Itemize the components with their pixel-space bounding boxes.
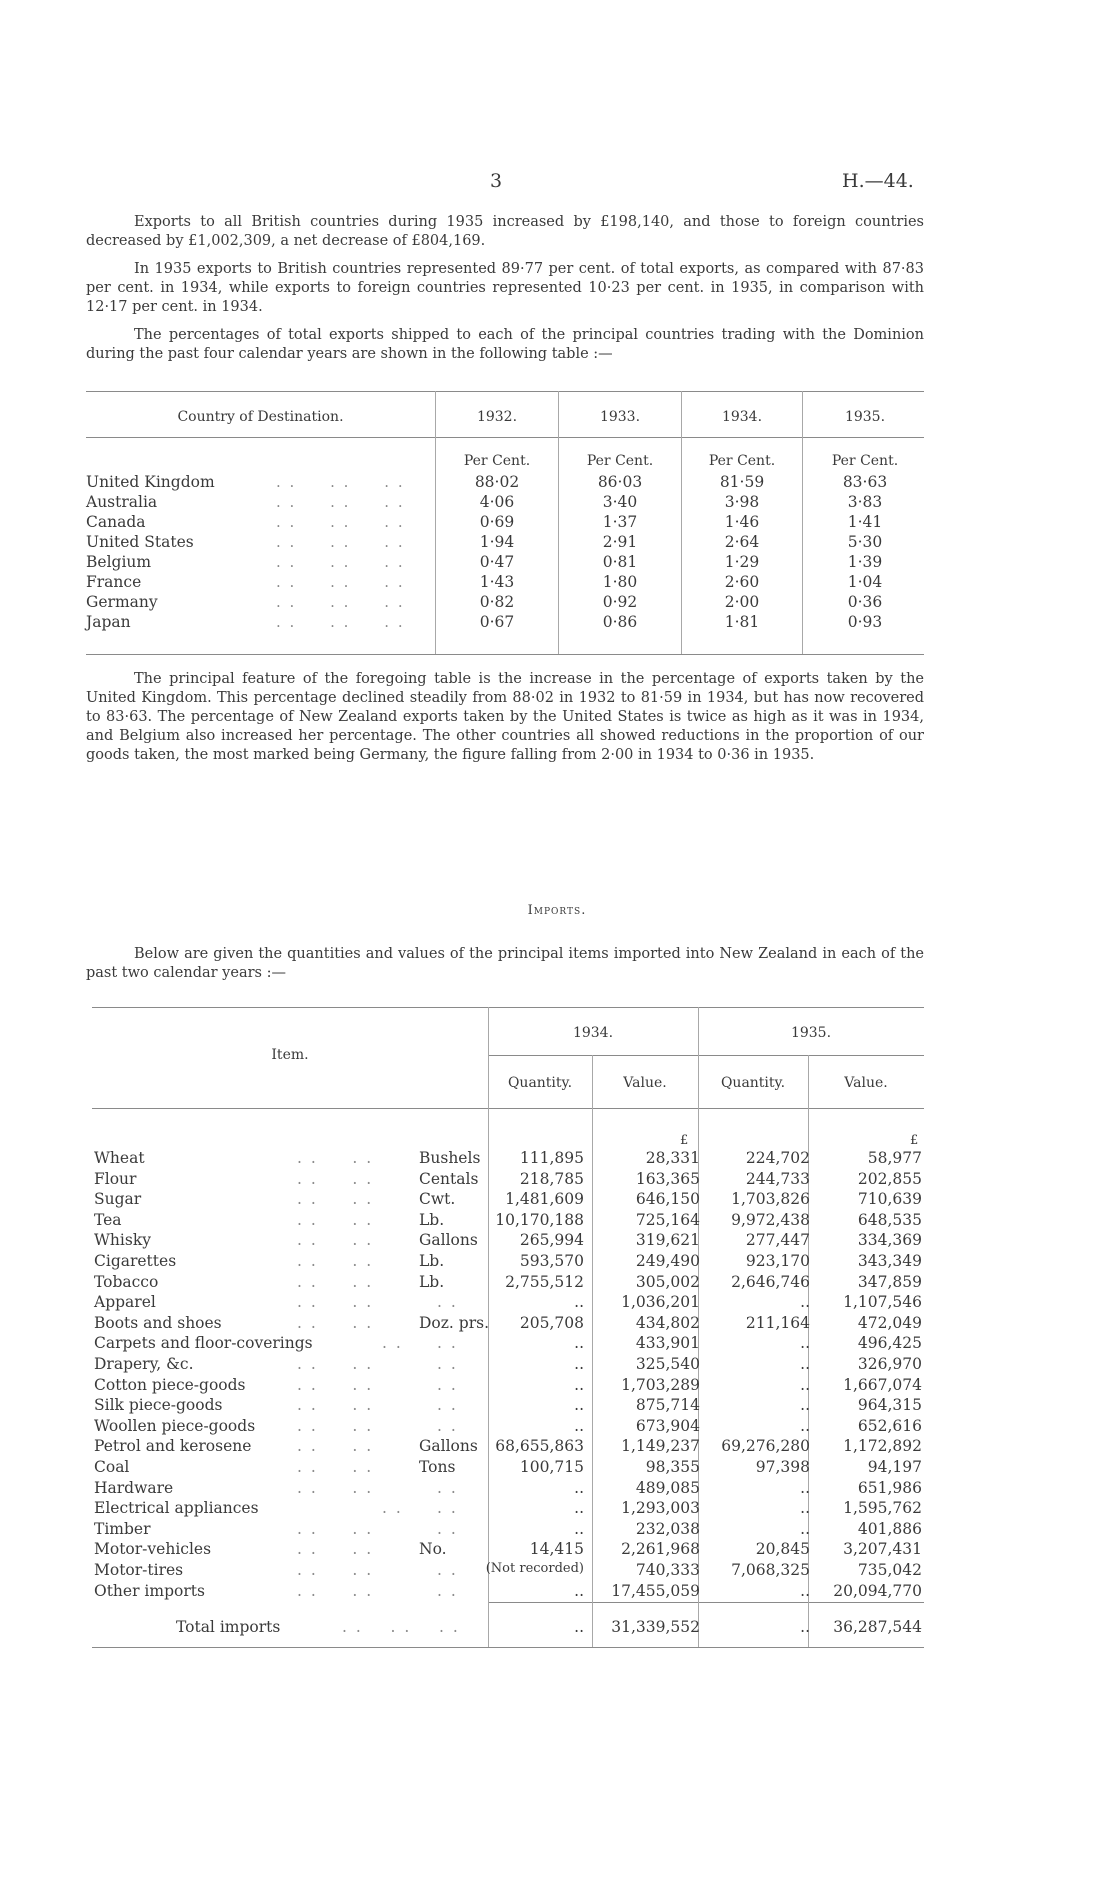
header-year-1932: 1932. [476, 409, 518, 425]
value-1934: 434,802 [635, 1313, 700, 1332]
value-1935: 496,425 [857, 1334, 922, 1353]
percentage-cell: 0·86 [602, 613, 638, 631]
quantity-1934: .. [574, 1334, 584, 1353]
unit-label: Per Cent. [463, 453, 531, 469]
leader-dots: . . [437, 1396, 458, 1415]
leader-dots: . . . . [297, 1293, 374, 1312]
percentage-cell: 1·43 [479, 573, 515, 591]
country-label: France [86, 573, 142, 591]
percentage-cell: 0·93 [847, 613, 883, 631]
table-row [92, 1499, 924, 1519]
quantity-1934: 100,715 [519, 1458, 584, 1476]
unit-label: Doz. prs. [419, 1313, 489, 1332]
table-row [92, 1190, 924, 1210]
leader-dots: . . . . [297, 1437, 374, 1456]
item-name: Silk piece-goods [94, 1396, 223, 1415]
value-1935: 326,970 [857, 1355, 922, 1373]
header-item: Item. [271, 1047, 309, 1063]
leader-dots: . . . . . . [342, 1618, 460, 1636]
leader-dots: . . . . [297, 1355, 374, 1373]
pound-sign-1934: £ [680, 1133, 689, 1148]
quantity-1934: .. [574, 1416, 584, 1435]
leader-dots: . . [437, 1334, 458, 1353]
leader-dots: . . [437, 1355, 458, 1373]
leader-dots: . . . . [297, 1190, 374, 1209]
total-label: Total imports [176, 1618, 281, 1636]
quantity-1935: 9,972,438 [731, 1210, 810, 1229]
leader-dots: . . [437, 1375, 458, 1394]
paragraph-commentary: The principal feature of the foregoing table is the increase in the percentage of exports taken by the United Kingdom. This percentage declined steadily from 88·02 in 1932 to 81·59 in 1934, but has now recovered to 83·63. The percentage of New Zealand exports taken by the United States is twice as high as it was in 1934, and Belgium also increased her percentage. The other countries all showed reductions in the proportion of our goods taken, the most marked being Germany, the figure falling from 2·00 in 1934 to 0·36 in 1935. [86, 671, 924, 763]
quantity-1934: 68,655,863 [495, 1437, 584, 1456]
country-label: Australia [86, 493, 158, 511]
value-1934: 875,714 [635, 1396, 700, 1415]
value-1935: 1,172,892 [843, 1437, 922, 1456]
value-1935: 3,207,431 [843, 1540, 922, 1559]
value-1935: 648,535 [857, 1210, 922, 1229]
unit-label: Per Cent. [586, 453, 654, 469]
value-1935: 1,667,074 [843, 1375, 922, 1394]
quantity-1935: 224,702 [745, 1149, 810, 1167]
leader-dots: . . . . [297, 1519, 374, 1538]
item-name: Woollen piece-goods [94, 1416, 256, 1435]
quantity-1934: .. [574, 1396, 584, 1415]
percentage-cell: 83·63 [842, 473, 888, 491]
quantity-1934: 218,785 [519, 1169, 584, 1188]
quantity-1935: .. [800, 1416, 810, 1435]
unit-label: Gallons [419, 1437, 478, 1456]
quantity-1934: .. [574, 1519, 584, 1538]
percentage-cell: 1·81 [724, 613, 760, 631]
header-year-1933: 1933. [599, 409, 641, 425]
table-row [92, 1479, 924, 1499]
leader-dots: . . . . . . [276, 473, 405, 491]
value-1935: 58,977 [867, 1149, 922, 1167]
value-1934: 98,355 [645, 1458, 700, 1476]
unit-label: Lb. [419, 1252, 445, 1270]
leader-dots: . . [382, 1334, 403, 1353]
percentage-cell: 1·04 [847, 573, 883, 591]
leader-dots: . . . . [297, 1272, 374, 1291]
value-1934: 319,621 [635, 1231, 700, 1250]
value-1934: 1,293,003 [621, 1499, 700, 1518]
percentage-cell: 3·98 [724, 493, 760, 511]
percentage-cell: 0·69 [479, 513, 515, 531]
leader-dots: . . [437, 1293, 458, 1312]
percentage-cell: 0·92 [602, 593, 638, 611]
value-1935: 347,859 [857, 1272, 922, 1291]
leader-dots: . . . . [297, 1169, 374, 1188]
percentage-cell: 0·47 [479, 553, 515, 571]
header-year-1934: 1934. [572, 1025, 614, 1041]
table-row [92, 1170, 924, 1190]
country-label: Canada [86, 513, 146, 531]
table-row [92, 1376, 924, 1396]
quantity-1935: 2,646,746 [731, 1272, 810, 1291]
table-row [92, 1334, 924, 1354]
quantity-1935: .. [800, 1478, 810, 1497]
percentage-cell: 2·64 [724, 533, 760, 551]
value-1934: 725,164 [635, 1210, 700, 1229]
table-row [92, 1437, 924, 1457]
leader-dots: . . [437, 1478, 458, 1497]
quantity-1935: 923,170 [745, 1252, 810, 1270]
paragraph-exports-british: Exports to all British countries during 1935 increased by £198,140, and those to foreign countries decreased by £1,002,309, a net decrease of £804,169. [86, 214, 924, 249]
table-row [92, 1273, 924, 1293]
percentage-cell: 88·02 [474, 473, 520, 491]
country-label: Japan [86, 613, 131, 631]
item-name: Tobacco [94, 1272, 159, 1291]
value-1934: 2,261,968 [621, 1540, 700, 1559]
value-1935: 343,349 [857, 1252, 922, 1270]
quantity-1935: .. [800, 1375, 810, 1394]
leader-dots: . . . . [297, 1561, 374, 1579]
unit-label: Centals [419, 1169, 479, 1188]
total-row [92, 1618, 924, 1638]
value-1935: 1,107,546 [843, 1293, 922, 1312]
total-quantity-1935: .. [800, 1618, 810, 1636]
leader-dots: . . [437, 1499, 458, 1518]
percentage-cell: 2·60 [724, 573, 760, 591]
country-label: United Kingdom [86, 473, 215, 491]
percentage-cell: 3·83 [847, 493, 883, 511]
percentage-cell: 4·06 [479, 493, 515, 511]
unit-label: Bushels [419, 1149, 481, 1167]
leader-dots: . . . . [297, 1149, 374, 1167]
value-1935: 735,042 [857, 1561, 922, 1579]
page-number: 3 [490, 170, 503, 192]
value-1935: 1,595,762 [843, 1499, 922, 1518]
quantity-1935: 69,276,280 [721, 1437, 810, 1456]
quantity-1935: 20,845 [755, 1540, 810, 1559]
paragraph-table-intro: The percentages of total exports shipped to each of the principal countries trading with the Dominion during the past four calendar years are shown in the following table :— [86, 327, 924, 362]
table-row [92, 1314, 924, 1334]
unit-label: Per Cent. [708, 453, 776, 469]
item-name: Electrical appliances [94, 1499, 259, 1518]
table-row [92, 1211, 924, 1231]
item-name: Coal [94, 1458, 130, 1476]
leader-dots: . . . . [297, 1210, 374, 1229]
country-label: Germany [86, 593, 158, 611]
table-row [92, 1396, 924, 1416]
unit-label: No. [419, 1540, 447, 1559]
table-row [92, 1149, 924, 1169]
table-row [92, 1561, 924, 1581]
percentage-cell: 3·40 [602, 493, 638, 511]
percentage-cell: 1·46 [724, 513, 760, 531]
percentage-cell: 5·30 [847, 533, 883, 551]
value-1935: 334,369 [857, 1231, 922, 1250]
value-1935: 710,639 [857, 1190, 922, 1209]
table-row [92, 1355, 924, 1375]
total-quantity-1934: .. [574, 1618, 584, 1636]
document-code: H.—44. [842, 170, 914, 192]
quantity-1935: .. [800, 1293, 810, 1312]
quantity-1935: .. [800, 1581, 810, 1600]
quantity-1934: 593,570 [519, 1252, 584, 1270]
quantity-1935: 277,447 [745, 1231, 810, 1250]
unit-label: Cwt. [419, 1190, 456, 1209]
value-1934: 305,002 [635, 1272, 700, 1291]
item-name: Apparel [94, 1293, 156, 1312]
unit-label: Gallons [419, 1231, 478, 1250]
quantity-1934: .. [574, 1581, 584, 1600]
leader-dots: . . . . [297, 1581, 374, 1600]
quantity-1935: .. [800, 1396, 810, 1415]
quantity-1935: .. [800, 1519, 810, 1538]
quantity-1934: .. [574, 1499, 584, 1518]
value-1935: 652,616 [857, 1416, 922, 1435]
leader-dots: . . [437, 1519, 458, 1538]
total-value-1934: 31,339,552 [611, 1618, 700, 1636]
item-name: Carpets and floor-coverings [94, 1334, 313, 1353]
value-1934: 1,036,201 [621, 1293, 700, 1312]
value-1934: 740,333 [635, 1561, 700, 1579]
unit-label: Lb. [419, 1272, 445, 1291]
item-name: Wheat [94, 1149, 145, 1167]
item-name: Motor-vehicles [94, 1540, 212, 1559]
table-row [92, 1520, 924, 1540]
leader-dots: . . . . [297, 1375, 374, 1394]
value-1935: 472,049 [857, 1313, 922, 1332]
leader-dots: . . [382, 1499, 403, 1518]
table-row [92, 1293, 924, 1313]
quantity-1935: 211,164 [745, 1313, 810, 1332]
leader-dots: . . . . [297, 1416, 374, 1435]
value-1934: 1,703,289 [621, 1375, 700, 1394]
item-name: Cotton piece-goods [94, 1375, 246, 1394]
value-1935: 651,986 [857, 1478, 922, 1497]
item-name: Whisky [94, 1231, 151, 1250]
item-name: Motor-tires [94, 1561, 184, 1579]
table-row [92, 1582, 924, 1602]
value-1934: 28,331 [645, 1149, 700, 1167]
table-row [92, 1231, 924, 1251]
item-name: Sugar [94, 1190, 142, 1209]
quantity-1935: .. [800, 1499, 810, 1518]
percentage-cell: 1·29 [724, 553, 760, 571]
quantity-1934: .. [574, 1355, 584, 1373]
leader-dots: . . . . [297, 1396, 374, 1415]
quantity-1934: 10,170,188 [495, 1210, 584, 1229]
leader-dots: . . . . [297, 1231, 374, 1250]
quantity-1934: 205,708 [519, 1313, 584, 1332]
header-country: Country of Destination. [177, 409, 344, 425]
leader-dots: . . . . . . [276, 593, 405, 611]
quantity-1934: (Not recorded) [485, 1561, 584, 1576]
quantity-1934: 111,895 [519, 1149, 584, 1167]
quantity-1934: 2,755,512 [505, 1272, 584, 1291]
value-1934: 325,540 [635, 1355, 700, 1373]
total-value-1935: 36,287,544 [833, 1618, 922, 1636]
pound-sign-1935: £ [910, 1133, 919, 1148]
value-1935: 964,315 [857, 1396, 922, 1415]
item-name: Hardware [94, 1478, 174, 1497]
value-1934: 673,904 [635, 1416, 700, 1435]
leader-dots: . . . . [297, 1478, 374, 1497]
quantity-1934: .. [574, 1375, 584, 1394]
header-year-1934: 1934. [721, 409, 763, 425]
leader-dots: . . . . . . [276, 613, 405, 631]
quantity-1935: .. [800, 1334, 810, 1353]
quantity-1935: 7,068,325 [731, 1561, 810, 1579]
percentage-cell: 2·00 [724, 593, 760, 611]
item-name: Boots and shoes [94, 1313, 222, 1332]
table-row [92, 1540, 924, 1560]
leader-dots: . . . . . . [276, 553, 405, 571]
value-1934: 232,038 [635, 1519, 700, 1538]
quantity-1934: 265,994 [519, 1231, 584, 1250]
percentage-cell: 1·37 [602, 513, 638, 531]
unit-label: Tons [419, 1458, 456, 1476]
leader-dots: . . . . . . [276, 573, 405, 591]
percentage-cell: 2·91 [602, 533, 638, 551]
leader-dots: . . . . [297, 1540, 374, 1559]
leader-dots: . . [437, 1561, 458, 1579]
percentage-cell: 0·82 [479, 593, 515, 611]
table-row [92, 1417, 924, 1437]
unit-label: Per Cent. [831, 453, 899, 469]
header-quantity-1935: Quantity. [720, 1075, 786, 1091]
percentage-cell: 0·67 [479, 613, 515, 631]
quantity-1935: .. [800, 1355, 810, 1373]
value-1934: 17,455,059 [611, 1581, 700, 1600]
item-name: Drapery, &c. [94, 1355, 194, 1373]
paragraph-exports-percent: In 1935 exports to British countries represented 89·77 per cent. of total exports, as compared with 87·83 per cent. in 1934, while exports to foreign countries represented 10·23 per cent. in 1935, in comparison with 12·17 per cent. in 1934. [86, 261, 924, 315]
header-year-1935: 1935. [844, 409, 886, 425]
leader-dots: . . [437, 1581, 458, 1600]
unit-label: Lb. [419, 1210, 445, 1229]
percentage-cell: 1·41 [847, 513, 883, 531]
leader-dots: . . [437, 1416, 458, 1435]
percentage-cell: 1·39 [847, 553, 883, 571]
item-name: Flour [94, 1169, 137, 1188]
header-year-1935: 1935. [790, 1025, 832, 1041]
percentage-cell: 86·03 [597, 473, 643, 491]
item-name: Other imports [94, 1581, 205, 1600]
value-1935: 202,855 [857, 1169, 922, 1188]
item-name: Petrol and kerosene [94, 1437, 252, 1456]
country-label: United States [86, 533, 194, 551]
item-name: Cigarettes [94, 1252, 177, 1270]
leader-dots: . . . . [297, 1313, 374, 1332]
item-name: Timber [94, 1519, 151, 1538]
percentage-cell: 0·36 [847, 593, 883, 611]
header-value-1935: Value. [844, 1075, 888, 1091]
value-1935: 94,197 [867, 1458, 922, 1476]
header-quantity-1934: Quantity. [507, 1075, 573, 1091]
quantity-1935: 1,703,826 [731, 1190, 810, 1209]
quantity-1934: 1,481,609 [505, 1190, 584, 1209]
value-1934: 433,901 [635, 1334, 700, 1353]
percentage-cell: 81·59 [719, 473, 765, 491]
country-label: Belgium [86, 553, 152, 571]
paragraph-imports-intro: Below are given the quantities and values of the principal items imported into New Zealand in each of the past two calendar years :— [86, 946, 924, 981]
table-row [92, 1458, 924, 1478]
leader-dots: . . . . [297, 1252, 374, 1270]
leader-dots: . . . . . . [276, 493, 405, 511]
quantity-1934: .. [574, 1478, 584, 1497]
value-1934: 163,365 [635, 1169, 700, 1188]
imports-heading: Imports. [527, 903, 587, 918]
leader-dots: . . . . . . [276, 533, 405, 551]
value-1934: 249,490 [635, 1252, 700, 1270]
percentage-cell: 1·80 [602, 573, 638, 591]
percentage-cell: 1·94 [479, 533, 515, 551]
quantity-1935: 244,733 [745, 1169, 810, 1188]
value-1934: 646,150 [635, 1190, 700, 1209]
value-1934: 1,149,237 [621, 1437, 700, 1456]
leader-dots: . . . . . . [276, 513, 405, 531]
leader-dots: . . . . [297, 1458, 374, 1476]
quantity-1934: .. [574, 1293, 584, 1312]
value-1935: 401,886 [857, 1519, 922, 1538]
value-1934: 489,085 [635, 1478, 700, 1497]
quantity-1935: 97,398 [755, 1458, 810, 1476]
percentage-cell: 0·81 [602, 553, 638, 571]
header-value-1934: Value. [623, 1075, 667, 1091]
quantity-1934: 14,415 [529, 1540, 584, 1559]
value-1935: 20,094,770 [833, 1581, 922, 1600]
table-row [92, 1252, 924, 1272]
item-name: Tea [94, 1210, 122, 1229]
